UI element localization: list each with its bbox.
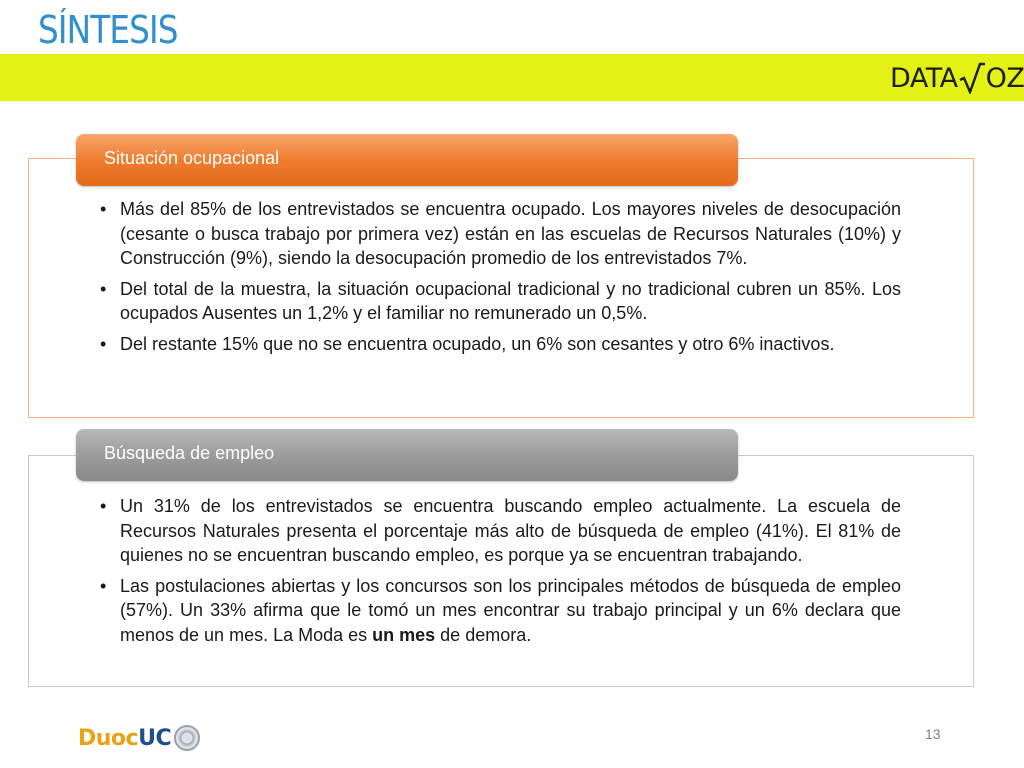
bullet-list-busqueda (100, 494, 901, 653)
slide-title: SÍNTESIS (38, 8, 178, 52)
bold-emphasis: un mes (372, 624, 436, 645)
datavoz-logo (890, 62, 1024, 94)
title-band (0, 54, 1024, 101)
duocuc-logo-part2: UC (138, 725, 172, 751)
radical-v-icon (959, 62, 985, 94)
list-item: • Más del 85% de los entrevistados se encuentra ocupado. Los mayores niveles de desocupación (cesante o busca trabajo por primera vez) están en las escuelas de Recursos Naturales (10%) y Construcción (9%), siendo la desocupación promedio de los entrevistados 7%. (100, 197, 901, 271)
list-item (100, 574, 901, 648)
duocuc-logo-part1: Duoc (78, 725, 139, 751)
bullet-list-situacion (100, 197, 901, 362)
list-item: • Del total de la muestra, la situación ocupacional tradicional y no tradicional cubren un 85%. Los ocupados Ausentes un 1,2% y el familiar no remunerado un 0,5%. (100, 277, 901, 326)
list-item-text-end: de demora. (435, 624, 532, 645)
datavoz-logo-right: OZ (985, 62, 1024, 94)
section-header-busqueda: Búsqueda de empleo (76, 429, 738, 481)
list-item-text: Las postulaciones abiertas y los concursos son los principales métodos de búsqueda de empleo (57%). Un 33% afirma que le tomó un mes encontrar su trabajo principal y un 6% declara que menos de un mes. La Moda es (120, 575, 901, 645)
seal-icon (174, 725, 200, 751)
page-number: 13 (925, 726, 941, 742)
section-header-situacion: Situación ocupacional (76, 134, 738, 186)
list-item: • Un 31% de los entrevistados se encuentra buscando empleo actualmente. La escuela de Recursos Naturales presenta el porcentaje más alto de búsqueda de empleo (41%). El 81% de quienes no se encuentran buscando empleo, es porque ya se encuentran trabajando. (100, 494, 901, 568)
list-item: • Del restante 15% que no se encuentra ocupado, un 6% son cesantes y otro 6% inactivos. (100, 332, 901, 357)
datavoz-logo-left: DATA (890, 62, 958, 94)
duocuc-logo (78, 722, 200, 754)
